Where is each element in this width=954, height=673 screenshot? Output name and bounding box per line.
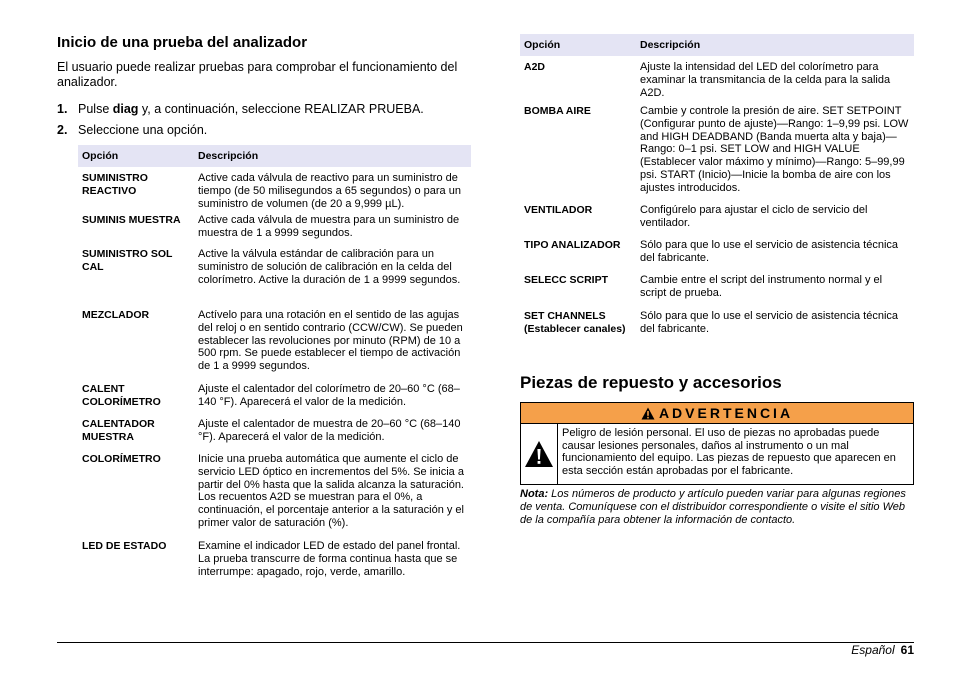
option-cell: TIPO ANALIZADOR xyxy=(524,239,621,251)
header-option: Opción xyxy=(78,145,194,167)
table-header-row xyxy=(520,34,914,56)
option-cell: LED DE ESTADO xyxy=(82,540,167,552)
step-list xyxy=(57,102,471,144)
description-cell: Configúrelo para ajustar el ciclo de servicio del ventilador. xyxy=(640,204,868,229)
step-item xyxy=(57,123,471,144)
warning-title: ADVERTENCIA xyxy=(658,405,794,421)
table-row xyxy=(78,383,471,418)
table-row xyxy=(520,274,914,310)
table-row xyxy=(520,204,914,239)
hazard-icon xyxy=(521,424,558,484)
page-number: 61 xyxy=(900,643,914,657)
table-row xyxy=(78,453,471,540)
table-row xyxy=(520,56,914,105)
header-description: Descripción xyxy=(194,145,471,167)
description-cell: Active cada válvula de reactivo para un suministro de tiempo (de 50 milisegundos a 65 segundos) o para un suministro de volumen (de 20 a 9,999 µL). xyxy=(198,172,461,210)
header-description: Descripción xyxy=(636,34,914,56)
option-cell: BOMBA AIRE xyxy=(524,105,591,117)
step-item xyxy=(57,102,471,123)
footer-language: Español xyxy=(851,643,895,657)
option-cell: SELECC SCRIPT xyxy=(524,274,609,286)
option-cell: VENTILADOR xyxy=(524,204,593,216)
note-label: Nota: xyxy=(520,488,549,500)
option-cell: MEZCLADOR xyxy=(82,309,150,321)
warning-text: Peligro de lesión personal. El uso de piezas no aprobadas puede causar lesiones personales, daños al instrumento o un mal funcionamiento del equipo. Las piezas de repuesto que aparecen en esta sección están aprobadas por el fabricante. xyxy=(562,427,896,477)
warning-header xyxy=(521,403,913,424)
description-cell: Cambie entre el script del instrumento normal y el script de prueba. xyxy=(640,274,883,299)
description-cell: Actívelo para una rotación en el sentido de las agujas del reloj o en sentido contrario (CCW/CW). Se pueden establecer las revoluciones por minuto (RPM) de 10 a 500 rpm. Se puede establecer el tiempo de activación de 1 a 9999 segundos. xyxy=(198,309,463,373)
option-cell: COLORÍMETRO xyxy=(82,453,161,465)
table-row xyxy=(78,309,471,383)
footer-rule xyxy=(57,642,914,643)
intro-paragraph: El usuario puede realizar pruebas para comprobar el funcionamiento del analizador. xyxy=(57,60,458,89)
step-number: 1. xyxy=(57,102,68,116)
warning-box xyxy=(520,402,914,485)
description-cell: Ajuste el calentador del colorímetro de 20–60 °C (68–140 °F). Aparecerá el valor de la medición. xyxy=(198,383,460,408)
step-text-rest: y, a continuación, seleccione REALIZAR PRUEBA. xyxy=(138,102,424,116)
description-cell: Sólo para que lo use el servicio de asistencia técnica del fabricante. xyxy=(640,310,899,335)
note-paragraph xyxy=(520,488,914,527)
table-row xyxy=(78,214,471,248)
table-row xyxy=(78,248,471,309)
warning-triangle-icon xyxy=(641,405,655,425)
step-number: 2. xyxy=(57,123,68,137)
section-heading-parts: Piezas de repuesto y accesorios xyxy=(520,373,782,392)
option-cell: SUMINISTRO REACTIVO xyxy=(82,172,148,197)
description-cell: Active la válvula estándar de calibración para un suministro de solución de calibración en la celda del colorímetro. Active la duración de 1 a 9999 segundos. xyxy=(198,248,461,286)
option-cell: SUMINIS MUESTRA xyxy=(82,214,181,226)
table-row xyxy=(78,418,471,453)
table-row xyxy=(78,167,471,214)
description-cell: Ajuste la intensidad del LED del colorímetro para examinar la transmitancia de la celda para la salida A2D. xyxy=(640,61,891,99)
options-table-right xyxy=(520,34,914,350)
table-row xyxy=(520,239,914,274)
table-row xyxy=(78,540,471,580)
table-header-row xyxy=(78,145,471,167)
warning-body xyxy=(521,424,913,484)
option-cell: CALENTADOR MUESTRA xyxy=(82,418,155,443)
option-cell: SUMINISTRO SOL CAL xyxy=(82,248,173,273)
description-cell: Ajuste el calentador de muestra de 20–60 °C (68–140 °F). Aparecerá el valor de la medición. xyxy=(198,418,461,443)
description-cell: Active cada válvula de muestra para un suministro de muestra de 1 a 9999 segundos. xyxy=(198,214,460,239)
description-cell: Inicie una prueba automática que aumente el ciclo de servicio LED óptico en incrementos del 5%. Se inicia a partir del 0% hasta que la salida alcanza la saturación. Los recuentos A2D se muestran para el 0%, a continuación, el porcentaje anterior a la saturación y el primer valor de saturación (%). xyxy=(198,453,464,529)
option-cell: SET CHANNELS (Establecer canales) xyxy=(524,310,626,335)
page-footer xyxy=(851,643,914,657)
step-text: Pulse xyxy=(78,102,113,116)
note-text: Los números de producto y artículo pueden variar para algunas regiones de venta. Comuníquese con el distribuidor correspondiente o visite el sitio Web de la compañía para obtener la información de contacto. xyxy=(520,488,906,526)
step-keyword: diag xyxy=(112,102,139,116)
option-cell: A2D xyxy=(524,61,546,73)
description-cell: Cambie y controle la presión de aire. SET SETPOINT (Configurar punto de ajuste)—Rango: 1–9,99 psi. LOW and HIGH DEADBAND (Banda muerta alta y baja)—Rango: 0–1 psi. SET LOW and HIGH VALUE (Establecer valor máximo y mínimo)—Rango: 5–99,99 psi. START (Inicio)—Inicie la bomba de aire con los ajustes introducidos. xyxy=(640,105,909,194)
header-option: Opción xyxy=(520,34,636,56)
section-heading: Inicio de una prueba del analizador xyxy=(57,34,308,51)
description-cell: Sólo para que lo use el servicio de asistencia técnica del fabricante. xyxy=(640,239,899,264)
step-text: Seleccione una opción. xyxy=(78,123,208,137)
table-row xyxy=(520,105,914,204)
option-cell: CALENT COLORÍMETRO xyxy=(82,383,161,408)
options-table-left xyxy=(78,145,471,580)
description-cell: Examine el indicador LED de estado del panel frontal. La prueba transcurre de forma continua hasta que se interrumpe: apagado, rojo, verde, amarillo. xyxy=(198,540,461,578)
table-row xyxy=(520,310,914,350)
